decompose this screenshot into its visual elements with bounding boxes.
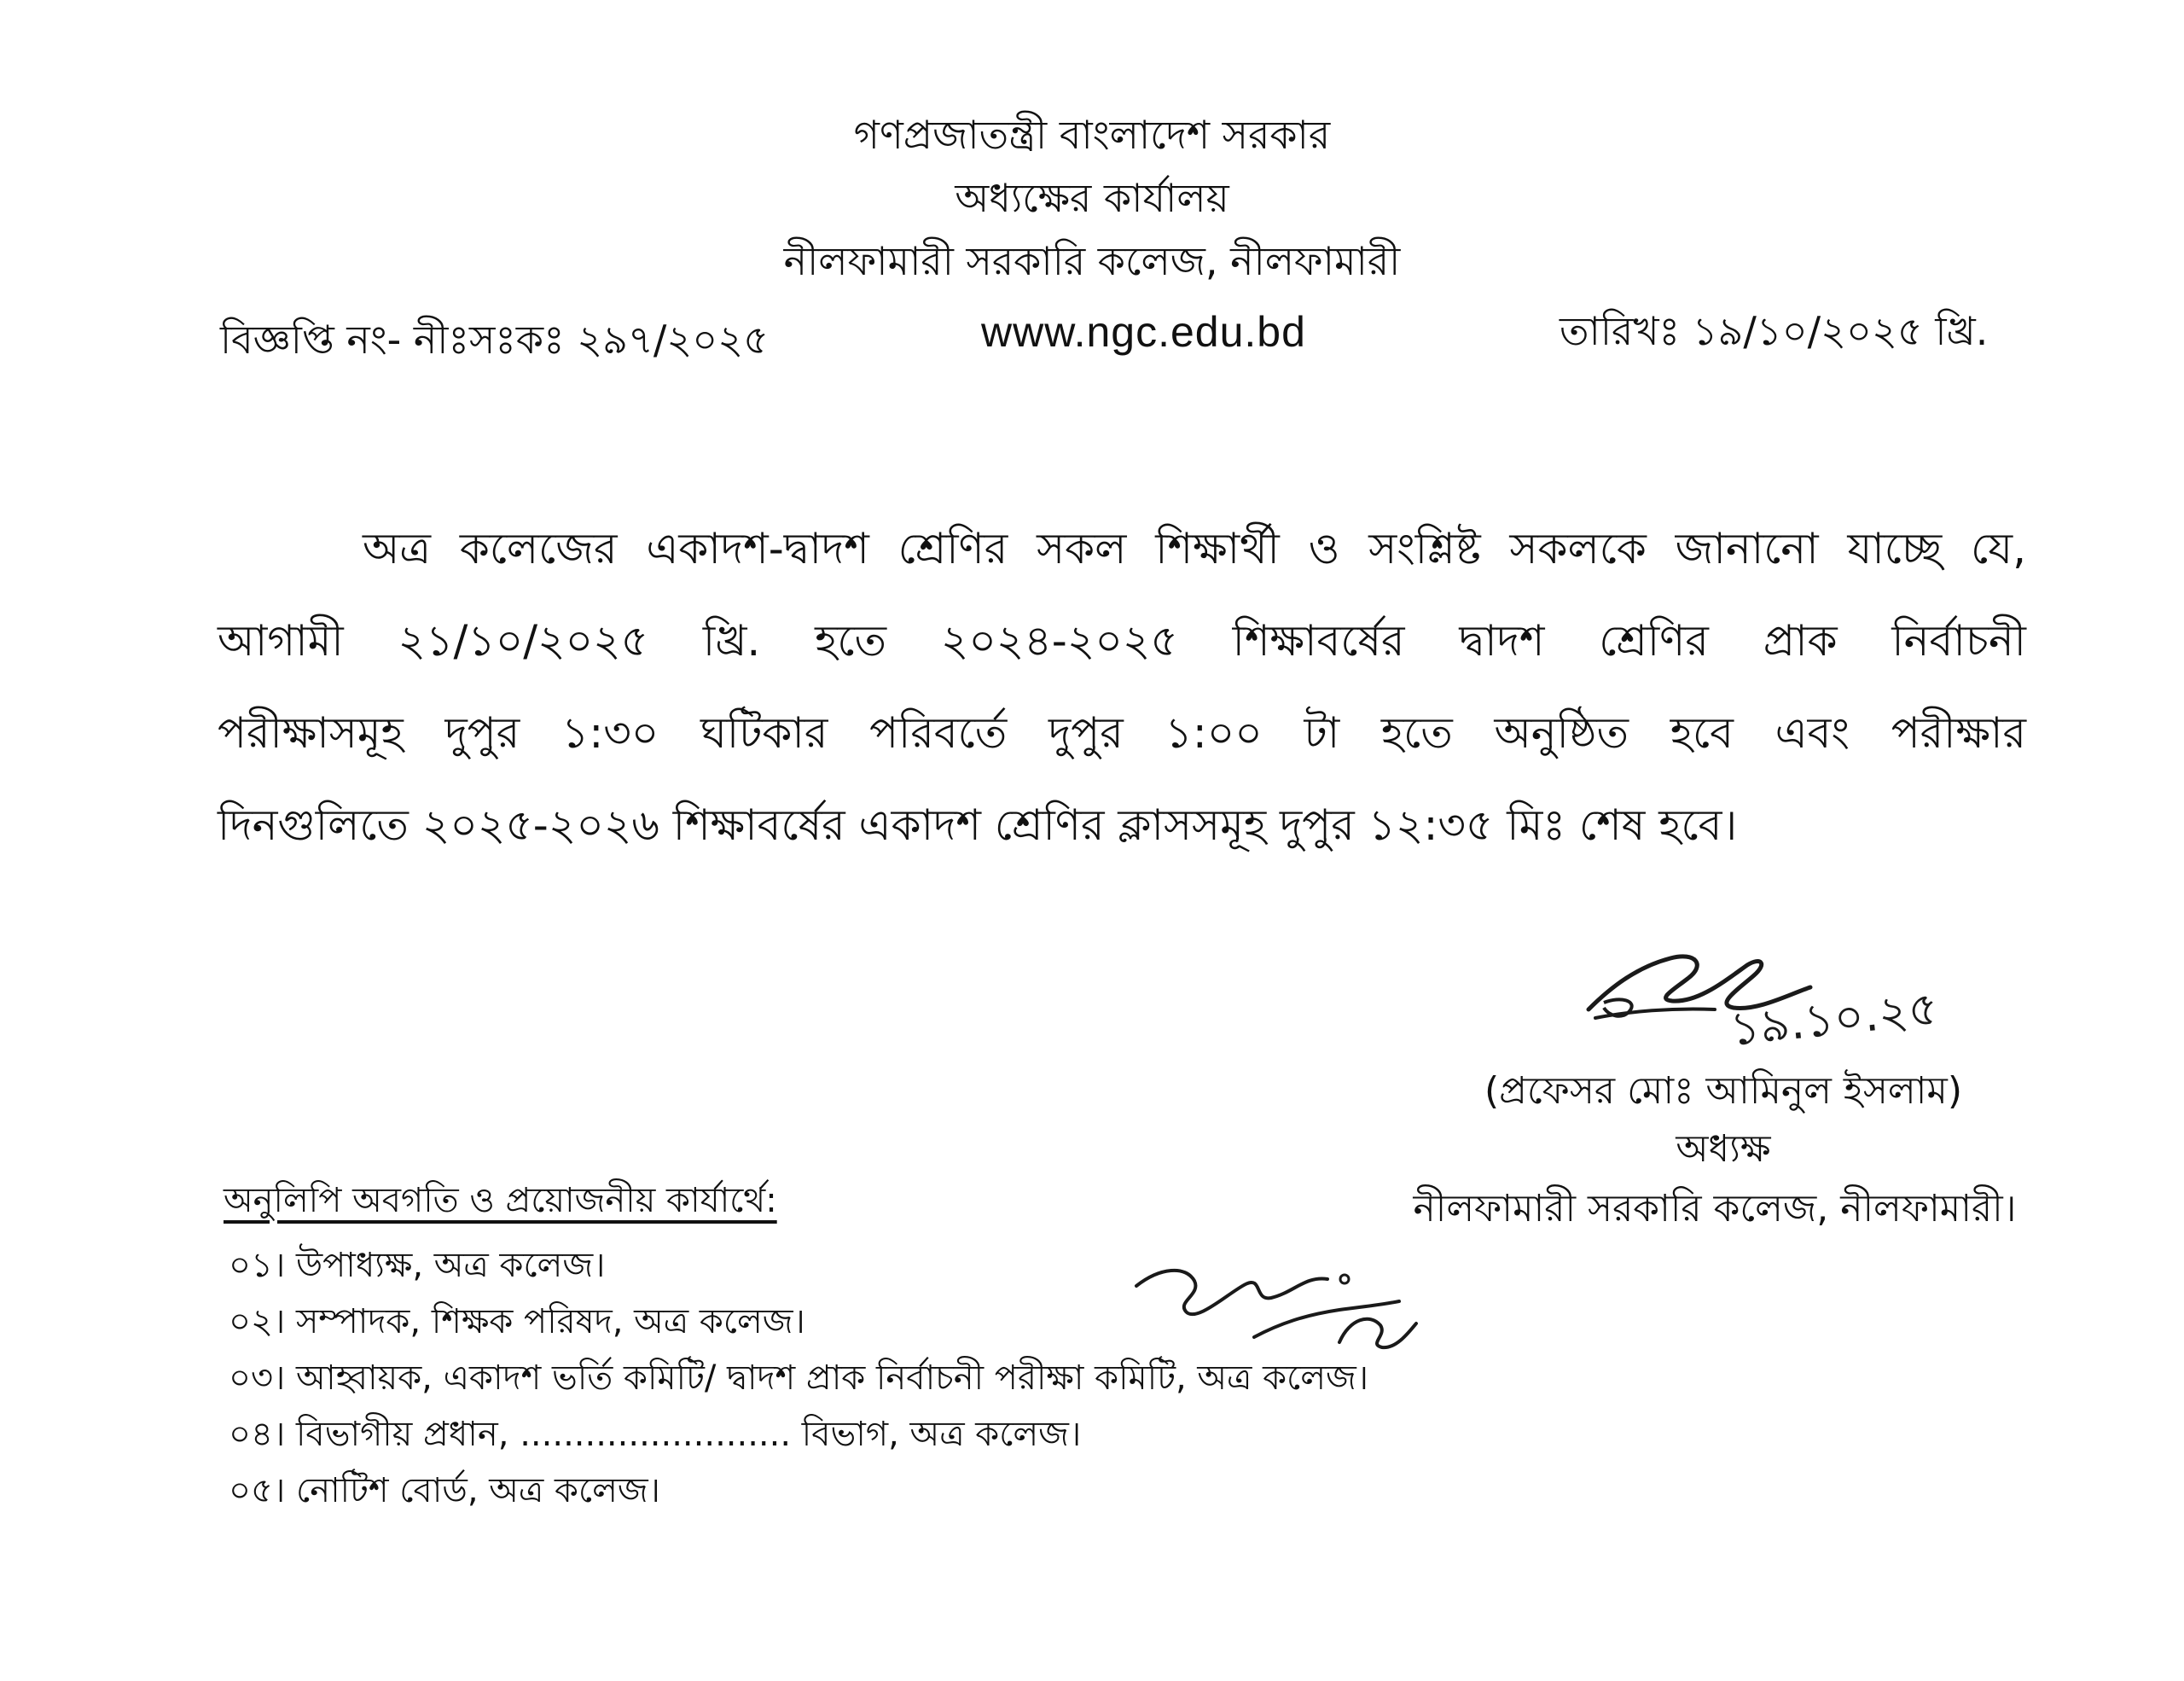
body-line: আগামী ২১/১০/২০২৫ খ্রি. হতে ২০২৪-২০২৫ শিক্ষাবর্ষের দ্বাদশ শ্রেণির প্রাক নির্বাচনী — [218, 616, 2026, 666]
body-line: অত্র কলেজের একাদশ-দ্বাদশ শ্রেণির সকল শিক্ষার্থী ও সংশ্লিষ্ট সকলকে জানানো যাচ্ছে যে, — [363, 524, 2026, 573]
copies-title: অনুলিপি অবগতি ও প্রয়োজনীয় কার্যার্থে: — [224, 1181, 777, 1220]
notice-date: তারিখঃ ১৯/১০/২০২৫ খ্রি. — [1560, 308, 1989, 354]
notice-body — [218, 521, 2026, 889]
signature-name: (প্রফেসর মোঃ আমিনুল ইসলাম) — [1484, 1069, 1963, 1113]
principal-signature — [1578, 926, 1988, 1054]
body-line: দিনগুলিতে ২০২৫-২০২৬ শিক্ষাবর্ষের একাদশ শ্রেণির ক্লাসসমূহ দুপুর ১২:৩৫ মিঃ শেষ হবে। — [218, 800, 1738, 850]
body-line: পরীক্ষাসমূহ দুপুর ১:৩০ ঘটিকার পরিবর্তে দুপুর ১:০০ টা হতে অনুষ্ঠিত হবে এবং পরীক্ষার — [218, 708, 2026, 758]
header-college: নীলফামারী সরকারি কলেজ, নীলফামারী — [783, 238, 1401, 284]
copy-item: ০১। উপাধ্যক্ষ, অত্র কলেজ। — [229, 1246, 606, 1285]
notice-number: বিজ্ঞপ্তি নং- নীঃসঃকঃ ২৯৭/২০২৫ — [220, 317, 769, 363]
copy-item: ০৪। বিভাগীয় প্রধান, ......................... বিভাগ, অত্র কলেজ। — [229, 1415, 1082, 1454]
copy-item: ০৫। নোটিশ বোর্ড, অত্র কলেজ। — [229, 1471, 660, 1510]
header-government: গণপ্রজাতন্ত্রী বাংলাদেশ সরকার — [853, 112, 1331, 158]
copy-item: ০৩। আহ্বায়ক, একাদশ ভর্তি কমিটি/ দ্বাদশ প্রাক নির্বাচনী পরীক্ষা কমিটি, অত্র কলেজ। — [229, 1358, 1369, 1398]
website-link[interactable]: www.ngc.edu.bd — [981, 308, 1306, 356]
signature-date: ১৯.১০.২৫ — [1727, 980, 1941, 1056]
header-office: অধ্যক্ষের কার্যালয় — [955, 175, 1229, 221]
copy-item: ০২। সম্পাদক, শিক্ষক পরিষদ, অত্র কলেজ। — [229, 1302, 805, 1341]
signature-institution: নীলফামারী সরকারি কলেজ, নীলফামারী। — [1413, 1187, 2017, 1230]
signature-designation: অধ্যক্ষ — [1676, 1127, 1771, 1171]
initial-signature — [1126, 1242, 1450, 1361]
